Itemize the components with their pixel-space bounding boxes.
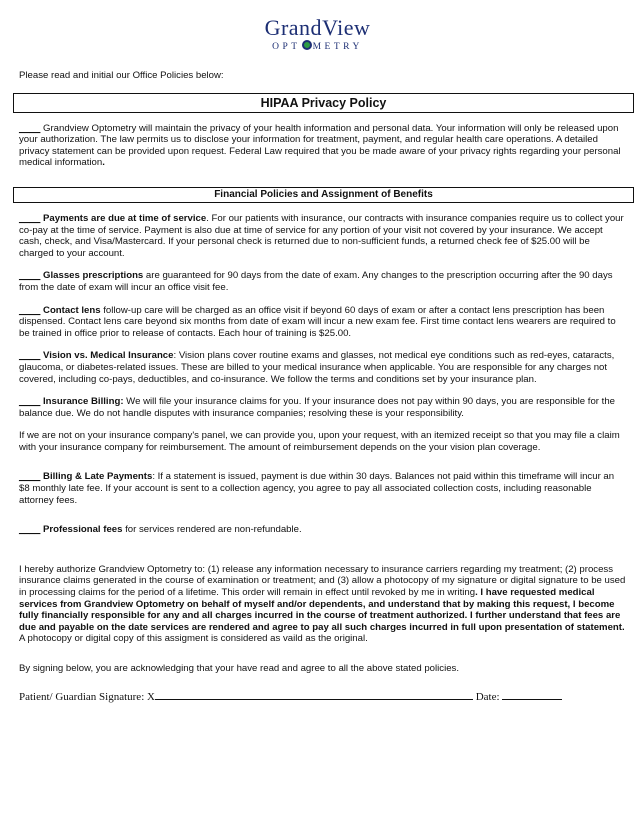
late-heading: Billing & Late Payments: [43, 471, 153, 483]
date-field[interactable]: [502, 689, 562, 700]
initial-blank[interactable]: ____: [19, 524, 41, 536]
acknowledge-text: By signing below, you are acknowledging that your have read and agree to all the above stated policies.: [19, 663, 460, 674]
signature-field[interactable]: [155, 689, 473, 700]
initial-blank[interactable]: ____: [19, 270, 41, 282]
signature-row: [19, 689, 627, 704]
contacts-paragraph: [19, 305, 627, 340]
financial-section-title: Financial Policies and Assignment of Benefits: [13, 187, 634, 203]
initial-blank[interactable]: ____: [19, 471, 41, 483]
payments-heading: Payments are due at time of service: [43, 212, 207, 224]
logo-sub-right: METRY: [312, 42, 363, 52]
hipaa-paragraph: [19, 123, 627, 169]
initial-blank[interactable]: ____: [19, 350, 41, 362]
signature-label: Patient/ Guardian Signature: X: [19, 690, 155, 703]
authorization-bold: . I have requested medical services from Grandview Optometry on behalf of myself and/or dependents, and understand that by making this request, I become fully financially responsible for any and all charges incurred in the course of treatment authorized. I further understand that fees are due and payable on the date services are rendered and agree to pay all such charges incurred in full upon presentation of statement.: [19, 587, 625, 633]
contacts-text: follow-up care will be charged as an office visit if beyond 60 days of exam or after a contact lens prescription has been dispensed. Contact lens care beyond six months from date of exam will incur a new exam fee. First time contact lens wearers are required to be trained in office prior to release of contacts. Each hour of training is $25.00.: [19, 304, 616, 339]
glasses-heading: Glasses prescriptions: [43, 270, 144, 282]
billing-paragraph: [19, 396, 627, 419]
professional-paragraph: [19, 524, 627, 536]
initial-blank[interactable]: ____: [19, 396, 41, 408]
contacts-heading: Contact lens: [43, 304, 101, 316]
logo-brand-second: View: [322, 15, 371, 40]
initial-blank[interactable]: ____: [19, 304, 41, 316]
logo-wordmark: [0, 15, 635, 40]
eye-icon: [302, 40, 312, 50]
initial-blank[interactable]: ____: [19, 122, 41, 134]
late-paragraph: [19, 471, 627, 506]
logo-sub-left: OPT: [272, 42, 301, 52]
vision-heading: Vision vs. Medical Insurance: [43, 350, 174, 362]
date-label: Date:: [475, 690, 500, 703]
professional-text: for services rendered are non-refundable.: [122, 524, 302, 536]
vision-text: : Vision plans cover routine exams and glasses, not medical eye conditions such as red-eyes, cataracts, glaucoma, or diabetes-related issues. These are billed to your medical insurance when applicable. You are responsible for any charges not covered, including co-pays, deductibles, and co-insurance. We follow the terms and conditions set by your insurance plan.: [19, 350, 615, 385]
logo-subtitle: [0, 40, 635, 53]
authorization-tail: A photocopy or digital copy of this assigment is considered as vaild as the original.: [19, 633, 368, 645]
billing-heading: Insurance Billing:: [43, 396, 124, 408]
payments-paragraph: [19, 213, 627, 259]
initial-blank[interactable]: ____: [19, 212, 41, 224]
glasses-text: are guaranteed for 90 days from the date of exam. Any changes to the prescription occurring after the 90 days from the date of exam will incur an office visit fee.: [19, 270, 613, 293]
out-of-network-paragraph: If we are not on your insurance company's panel, we can provide you, upon your request, with an itemized receipt so that you may file a claim with your insurance company for reimbursement. The amount of reimbursement depends on the your vision plan coverage.: [19, 430, 620, 453]
glasses-paragraph: [19, 270, 627, 293]
policy-document: [19, 70, 627, 704]
vision-paragraph: [19, 350, 627, 385]
billing-text: We will file your insurance claims for you. If your insurance does not pay within 90 days, you are responsible for the balance due. We do not handle disputes with insurance companies; resolving these is your responsibility.: [19, 396, 615, 419]
intro-text: Please read and initial our Office Policies below:: [19, 70, 224, 81]
hipaa-text: Grandview Optometry will maintain the privacy of your health information and personal data. Your information will only be released upon your authorization. The law permits us to disclose your information for treatment, payment, and regular health care operations. A detailed privacy statement can be provided upon request. Federal Law required that you be made aware of your privacy rights regarding your personal medical information: [19, 122, 621, 169]
hipaa-end: .: [102, 157, 105, 169]
authorization-paragraph: [19, 564, 627, 645]
professional-heading: Professional fees: [43, 524, 123, 536]
payments-text: . For our patients with insurance, our contracts with insurance companies require us to collect your co-pay at the time of service. Payment is also due at time of service for any portion of your visit not covered by your insurance. We accept cash, check, and Visa/Mastercard. If your personal check is returned due to non-sufficient funds, a returned check fee of $25.00 will be charged to your account.: [19, 212, 624, 259]
logo-brand-first: Grand: [264, 15, 323, 40]
authorization-text: I hereby authorize Grandview Optometry to: (1) release any information necessary to insurance carriers regarding my treatment; (2) process insurance claims generated in the course of examination or treatment; and (3) allow a photocopy of my signature or digital signature to be used in processing claims for the period of a lifetime. This order will remain in effect until revoked by me in writing: [19, 563, 626, 599]
hipaa-section-title: HIPAA Privacy Policy: [13, 93, 634, 113]
brand-logo: [0, 15, 635, 53]
late-text: : If a statement is issued, payment is due within 30 days. Balances not paid within this timeframe will incur an $8 monthly late fee. If your account is sent to a collection agency, you agree to pay all associated collection costs, including reasonable attorney fees.: [19, 471, 615, 506]
